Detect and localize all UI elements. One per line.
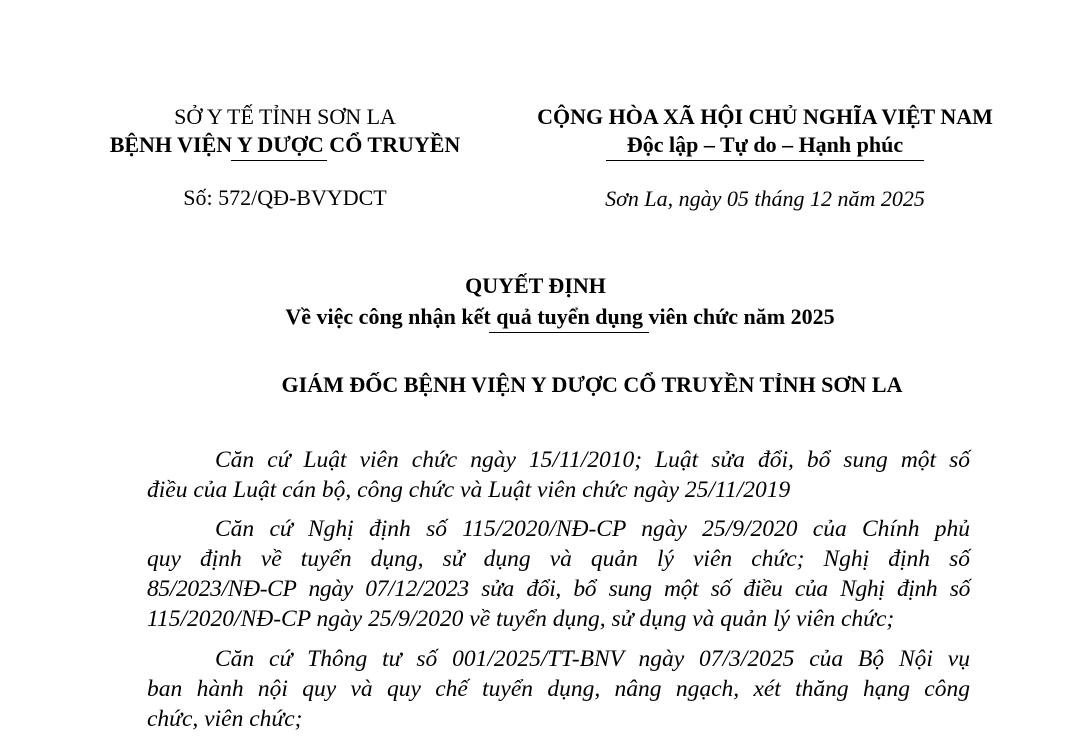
paragraph-line: quy định về tuyển dụng, sử dụng và quản lý viên chức; Nghị định số: [147, 546, 970, 572]
legal-basis-paragraph: [147, 445, 970, 505]
department-name: SỞ Y TẾ TỈNH SƠN LA: [174, 104, 396, 129]
paragraph-line: Căn cứ Thông tư số 001/2025/TT-BNV ngày 07/3/2025 của Bộ Nội vụ: [215, 646, 970, 672]
national-motto: Độc lập – Tự do – Hạnh phúc: [626, 132, 904, 157]
document-number: Số: 572/QĐ-BVYDCT: [183, 185, 387, 210]
document-title: QUYẾT ĐỊNH: [465, 273, 606, 298]
hospital-name-underline: [231, 160, 327, 161]
motto-underline: [606, 160, 924, 161]
paragraph-line: 115/2020/NĐ-CP ngày 25/9/2020 về tuyển dụng, sử dụng và quản lý viên chức;: [147, 606, 895, 632]
paragraph-line: ban hành nội quy và quy chế tuyển dụng, nâng ngạch, xét thăng hạng công: [147, 676, 970, 702]
legal-basis-paragraph: [147, 644, 970, 734]
paragraph-line: điều của Luật cán bộ, công chức và Luật viên chức ngày 25/11/2019: [147, 477, 791, 503]
paragraph-line: Căn cứ Luật viên chức ngày 15/11/2010; Luật sửa đổi, bổ sung một số: [215, 447, 970, 473]
paragraph-line: 85/2023/NĐ-CP ngày 07/12/2023 sửa đổi, bổ sung một số điều của Nghị định số: [147, 576, 970, 602]
paragraph-line: Căn cứ Nghị định số 115/2020/NĐ-CP ngày 25/9/2020 của Chính phủ: [215, 516, 970, 542]
document-date: Sơn La, ngày 05 tháng 12 năm 2025: [605, 186, 925, 211]
paragraph-line: chức, viên chức;: [147, 706, 303, 732]
legal-basis-paragraph: [147, 514, 970, 634]
national-title: CỘNG HÒA XÃ HỘI CHỦ NGHĨA VIỆT NAM: [537, 104, 993, 129]
document-subject: Về việc công nhận kết quả tuyển dụng viên chức năm 2025: [285, 304, 835, 329]
hospital-name: BỆNH VIỆN Y DƯỢC CỔ TRUYỀN: [109, 132, 461, 157]
authority-title: GIÁM ĐỐC BỆNH VIỆN Y DƯỢC CỔ TRUYỀN TỈNH SƠN LA: [281, 372, 903, 397]
subject-underline: [489, 332, 649, 333]
